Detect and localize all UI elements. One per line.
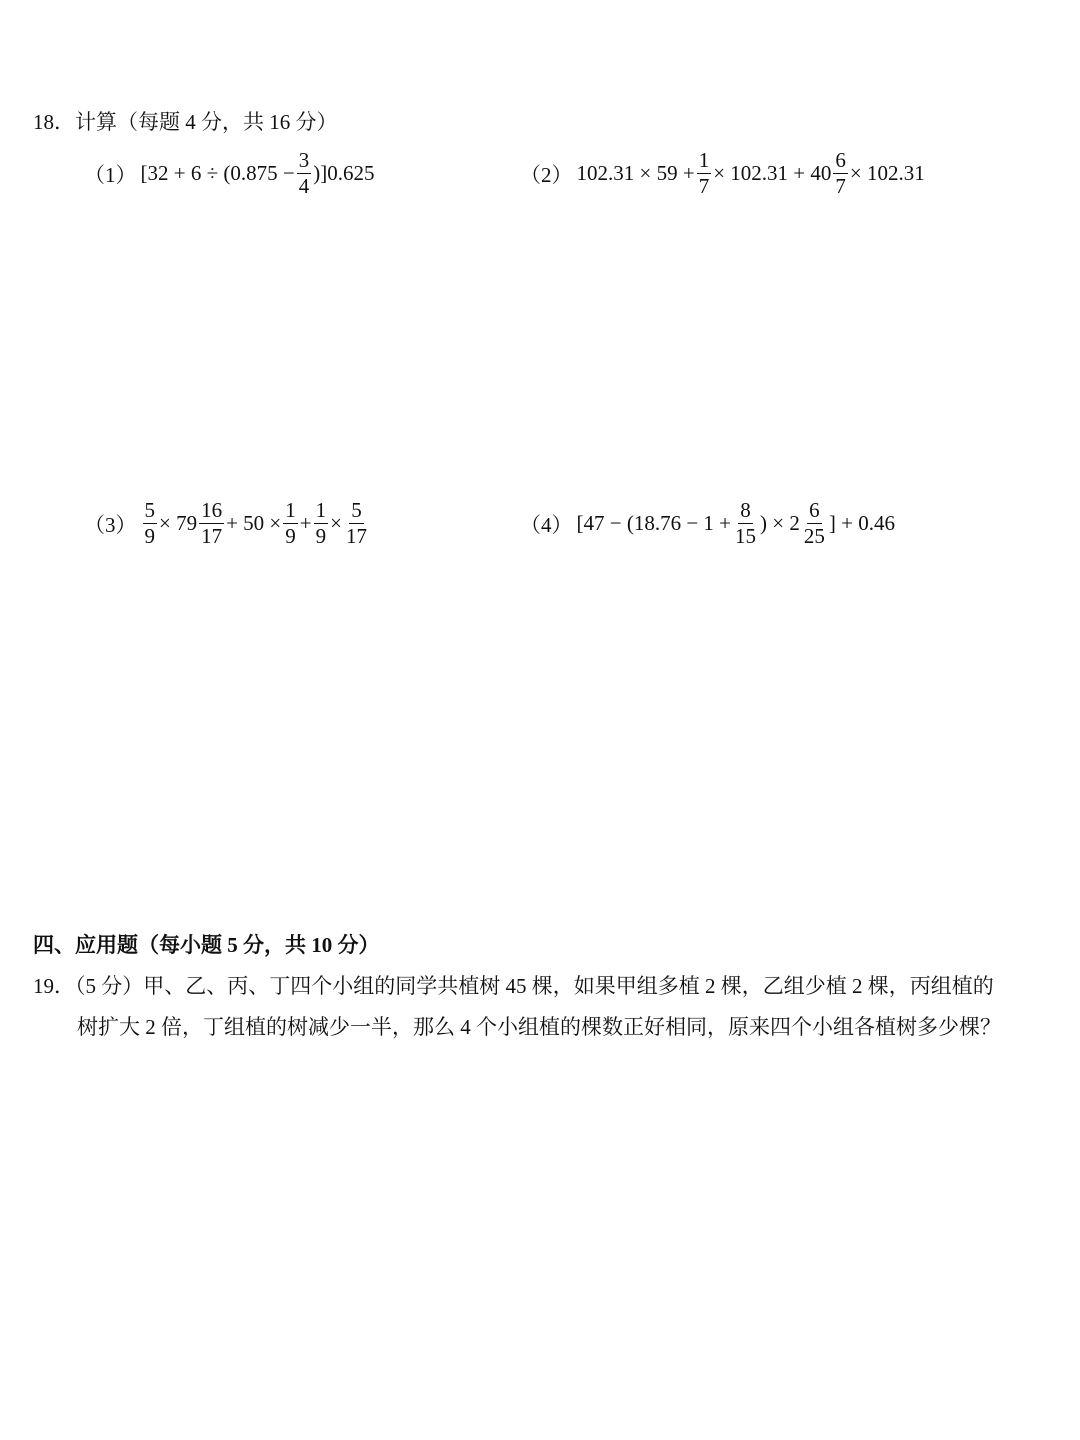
- section-4-title-text: 四、应用题（每小题 5 分，共 10 分）: [33, 933, 380, 957]
- fraction-numerator: 16: [201, 498, 223, 522]
- fraction-numerator: 1: [315, 498, 327, 522]
- problem-3-fraction-1: [143, 500, 158, 547]
- q18-header-text: 18．计算（每题 4 分，共 16 分）: [33, 110, 338, 134]
- problem-1: [84, 150, 374, 197]
- problem-3-label: （3）: [84, 512, 137, 537]
- problem-3-part-b: + 50 ×: [226, 511, 282, 535]
- fraction-denominator: 25: [803, 524, 825, 548]
- fraction-numerator: 5: [351, 498, 362, 522]
- problem-3-fraction-5: [344, 500, 369, 547]
- fraction-denominator: 15: [735, 524, 757, 548]
- problem-4-part-b: ) × 2: [760, 511, 800, 535]
- fraction-denominator: 7: [835, 174, 846, 198]
- problem-2-fraction-2: [833, 150, 848, 197]
- fraction-denominator: 4: [298, 174, 310, 198]
- fraction-numerator: 6: [809, 498, 820, 522]
- problem-4-part-c: ] + 0.46: [828, 511, 895, 535]
- problem-1-part-b: )]0.625: [313, 161, 375, 185]
- problem-2-part-b: × 102.31 + 40: [713, 161, 832, 185]
- problem-4-label: （4）: [520, 512, 573, 537]
- problem-2-part-a: 102.31 × 59 +: [576, 161, 695, 185]
- problem-1-fraction-1: [297, 150, 312, 197]
- problem-3-part-d: ×: [330, 511, 342, 535]
- fraction-numerator: 1: [285, 498, 296, 522]
- problem-2-label: （2）: [520, 162, 573, 187]
- q19-line-1-text: 19．（5 分）甲、乙、丙、丁四个小组的同学共植树 45 棵，如果甲组多植 2 棵，乙组少植 2 棵，丙组植的: [33, 974, 994, 998]
- problem-3-fraction-2: [199, 500, 224, 547]
- fraction-denominator: 9: [144, 524, 155, 548]
- fraction-denominator: 17: [201, 524, 223, 548]
- section-4-title: [33, 933, 380, 957]
- problem-1-part-a: [32 + 6 ÷ (0.875 −: [140, 161, 295, 185]
- problem-4-part-a: [47 − (18.76 − 1 +: [576, 511, 732, 535]
- fraction-denominator: 17: [345, 524, 367, 548]
- problem-3-part-a: × 79: [159, 511, 198, 535]
- q19-line-2: [77, 1007, 1001, 1048]
- q19-line-1: [33, 966, 994, 1007]
- problem-2-part-c: × 102.31: [849, 161, 925, 185]
- problem-3-fraction-4: [314, 500, 329, 547]
- problem-3: [84, 500, 371, 547]
- fraction-denominator: 9: [315, 524, 327, 548]
- fraction-numerator: 8: [740, 498, 751, 522]
- problem-2: [520, 150, 925, 197]
- problem-2-fraction-1: [697, 150, 712, 197]
- fraction-numerator: 3: [298, 148, 310, 172]
- fraction-numerator: 1: [698, 148, 710, 172]
- problem-4: [520, 500, 895, 547]
- problem-4-fraction-1: [733, 500, 758, 547]
- fraction-numerator: 6: [835, 148, 846, 172]
- q18-header: [33, 110, 338, 134]
- problem-1-label: （1）: [84, 162, 137, 187]
- fraction-denominator: 7: [698, 174, 710, 198]
- q19-line-2-text: 树扩大 2 倍，丁组植的树减少一半，那么 4 个小组植的棵数正好相同，原来四个小组各植树多少棵？: [77, 1015, 1001, 1039]
- fraction-denominator: 9: [285, 524, 296, 548]
- fraction-numerator: 5: [144, 498, 155, 522]
- problem-3-part-c: +: [299, 511, 312, 535]
- problem-3-fraction-3: [283, 500, 298, 547]
- problem-4-fraction-2: [802, 500, 827, 547]
